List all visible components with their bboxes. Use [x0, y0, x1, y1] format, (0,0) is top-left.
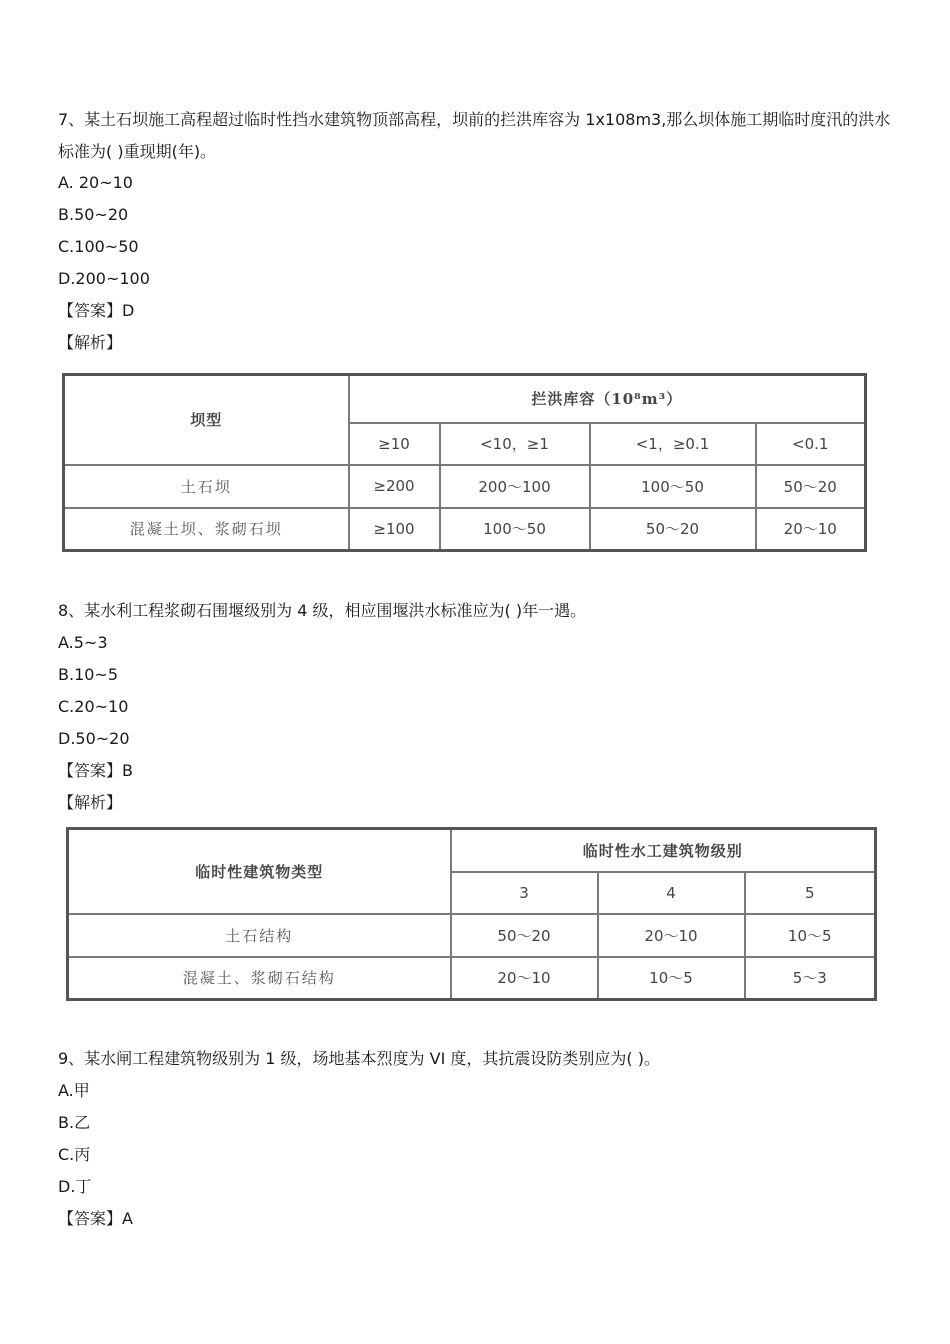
q7-cell: 100～50 — [440, 508, 590, 551]
q8-cofferdam-table — [66, 827, 877, 1001]
q8-option-a: A.5~3 — [58, 633, 108, 652]
q7-capacity-header: 拦洪库容（10⁸m³） — [349, 375, 866, 423]
q7-cell: ≥100 — [349, 508, 440, 551]
q9-option-a: A.甲 — [58, 1081, 90, 1100]
q8-cell: 10～5 — [598, 957, 745, 1000]
q7-row-label: 混凝土坝、浆砌石坝 — [64, 508, 349, 551]
q8-cell: 50～20 — [451, 914, 598, 957]
q8-row-label: 混凝土、浆砌石结构 — [68, 957, 451, 1000]
q7-analysis-label: 【解析】 — [58, 333, 123, 352]
q8-option-d: D.50~20 — [58, 729, 130, 748]
q8-cell: 20～10 — [598, 914, 745, 957]
q7-capacity-col: <1，≥0.1 — [590, 423, 756, 465]
q7-stem: 7、某土石坝施工高程超过临时性挡水建筑物顶部高程，坝前的拦洪库容为 1x108m3,那么坝体施工期临时度汛的洪水标准为( )重现期(年)。 — [58, 110, 891, 161]
q7-capacity-col: ≥10 — [349, 423, 440, 465]
q7-cell: ≥200 — [349, 465, 440, 508]
q7-cell: 200～100 — [440, 465, 590, 508]
q8-level-col: 3 — [451, 872, 598, 914]
q8-stem: 8、某水利工程浆砌石围堰级别为 4 级，相应围堰洪水标准应为( )年一遇。 — [58, 601, 587, 620]
q7-capacity-col: <0.1 — [756, 423, 866, 465]
q7-cell: 100～50 — [590, 465, 756, 508]
q8-cell: 10～5 — [745, 914, 876, 957]
q8-level-col: 4 — [598, 872, 745, 914]
q7-option-a: A. 20~10 — [58, 173, 133, 192]
q8-level-col: 5 — [745, 872, 876, 914]
q8-level-header: 临时性水工建筑物级别 — [451, 829, 876, 872]
q7-dam-type-header: 坝型 — [64, 375, 349, 465]
q8-row-label: 土石结构 — [68, 914, 451, 957]
q7-capacity-col: <10，≥1 — [440, 423, 590, 465]
q7-answer: 【答案】D — [58, 301, 135, 320]
q7-row-label: 土石坝 — [64, 465, 349, 508]
q8-type-header: 临时性建筑物类型 — [68, 829, 451, 914]
q7-flood-standard-table — [62, 373, 867, 552]
q7-option-b: B.50~20 — [58, 205, 129, 224]
q7-option-d: D.200~100 — [58, 269, 150, 288]
q9-answer: 【答案】A — [58, 1209, 133, 1228]
q8-option-b: B.10~5 — [58, 665, 119, 684]
q7-cell: 50～20 — [590, 508, 756, 551]
q8-answer: 【答案】B — [58, 761, 133, 780]
q8-option-c: C.20~10 — [58, 697, 129, 716]
q9-option-c: C.丙 — [58, 1145, 91, 1164]
q9-option-b: B.乙 — [58, 1113, 91, 1132]
q7-cell: 20～10 — [756, 508, 866, 551]
q9-stem: 9、某水闸工程建筑物级别为 1 级，场地基本烈度为 VI 度，其抗震设防类别应为( )。 — [58, 1049, 660, 1068]
q7-option-c: C.100~50 — [58, 237, 139, 256]
q8-cell: 5～3 — [745, 957, 876, 1000]
q8-analysis-label: 【解析】 — [58, 793, 123, 812]
q7-cell: 50～20 — [756, 465, 866, 508]
q9-option-d: D.丁 — [58, 1177, 92, 1196]
q8-cell: 20～10 — [451, 957, 598, 1000]
